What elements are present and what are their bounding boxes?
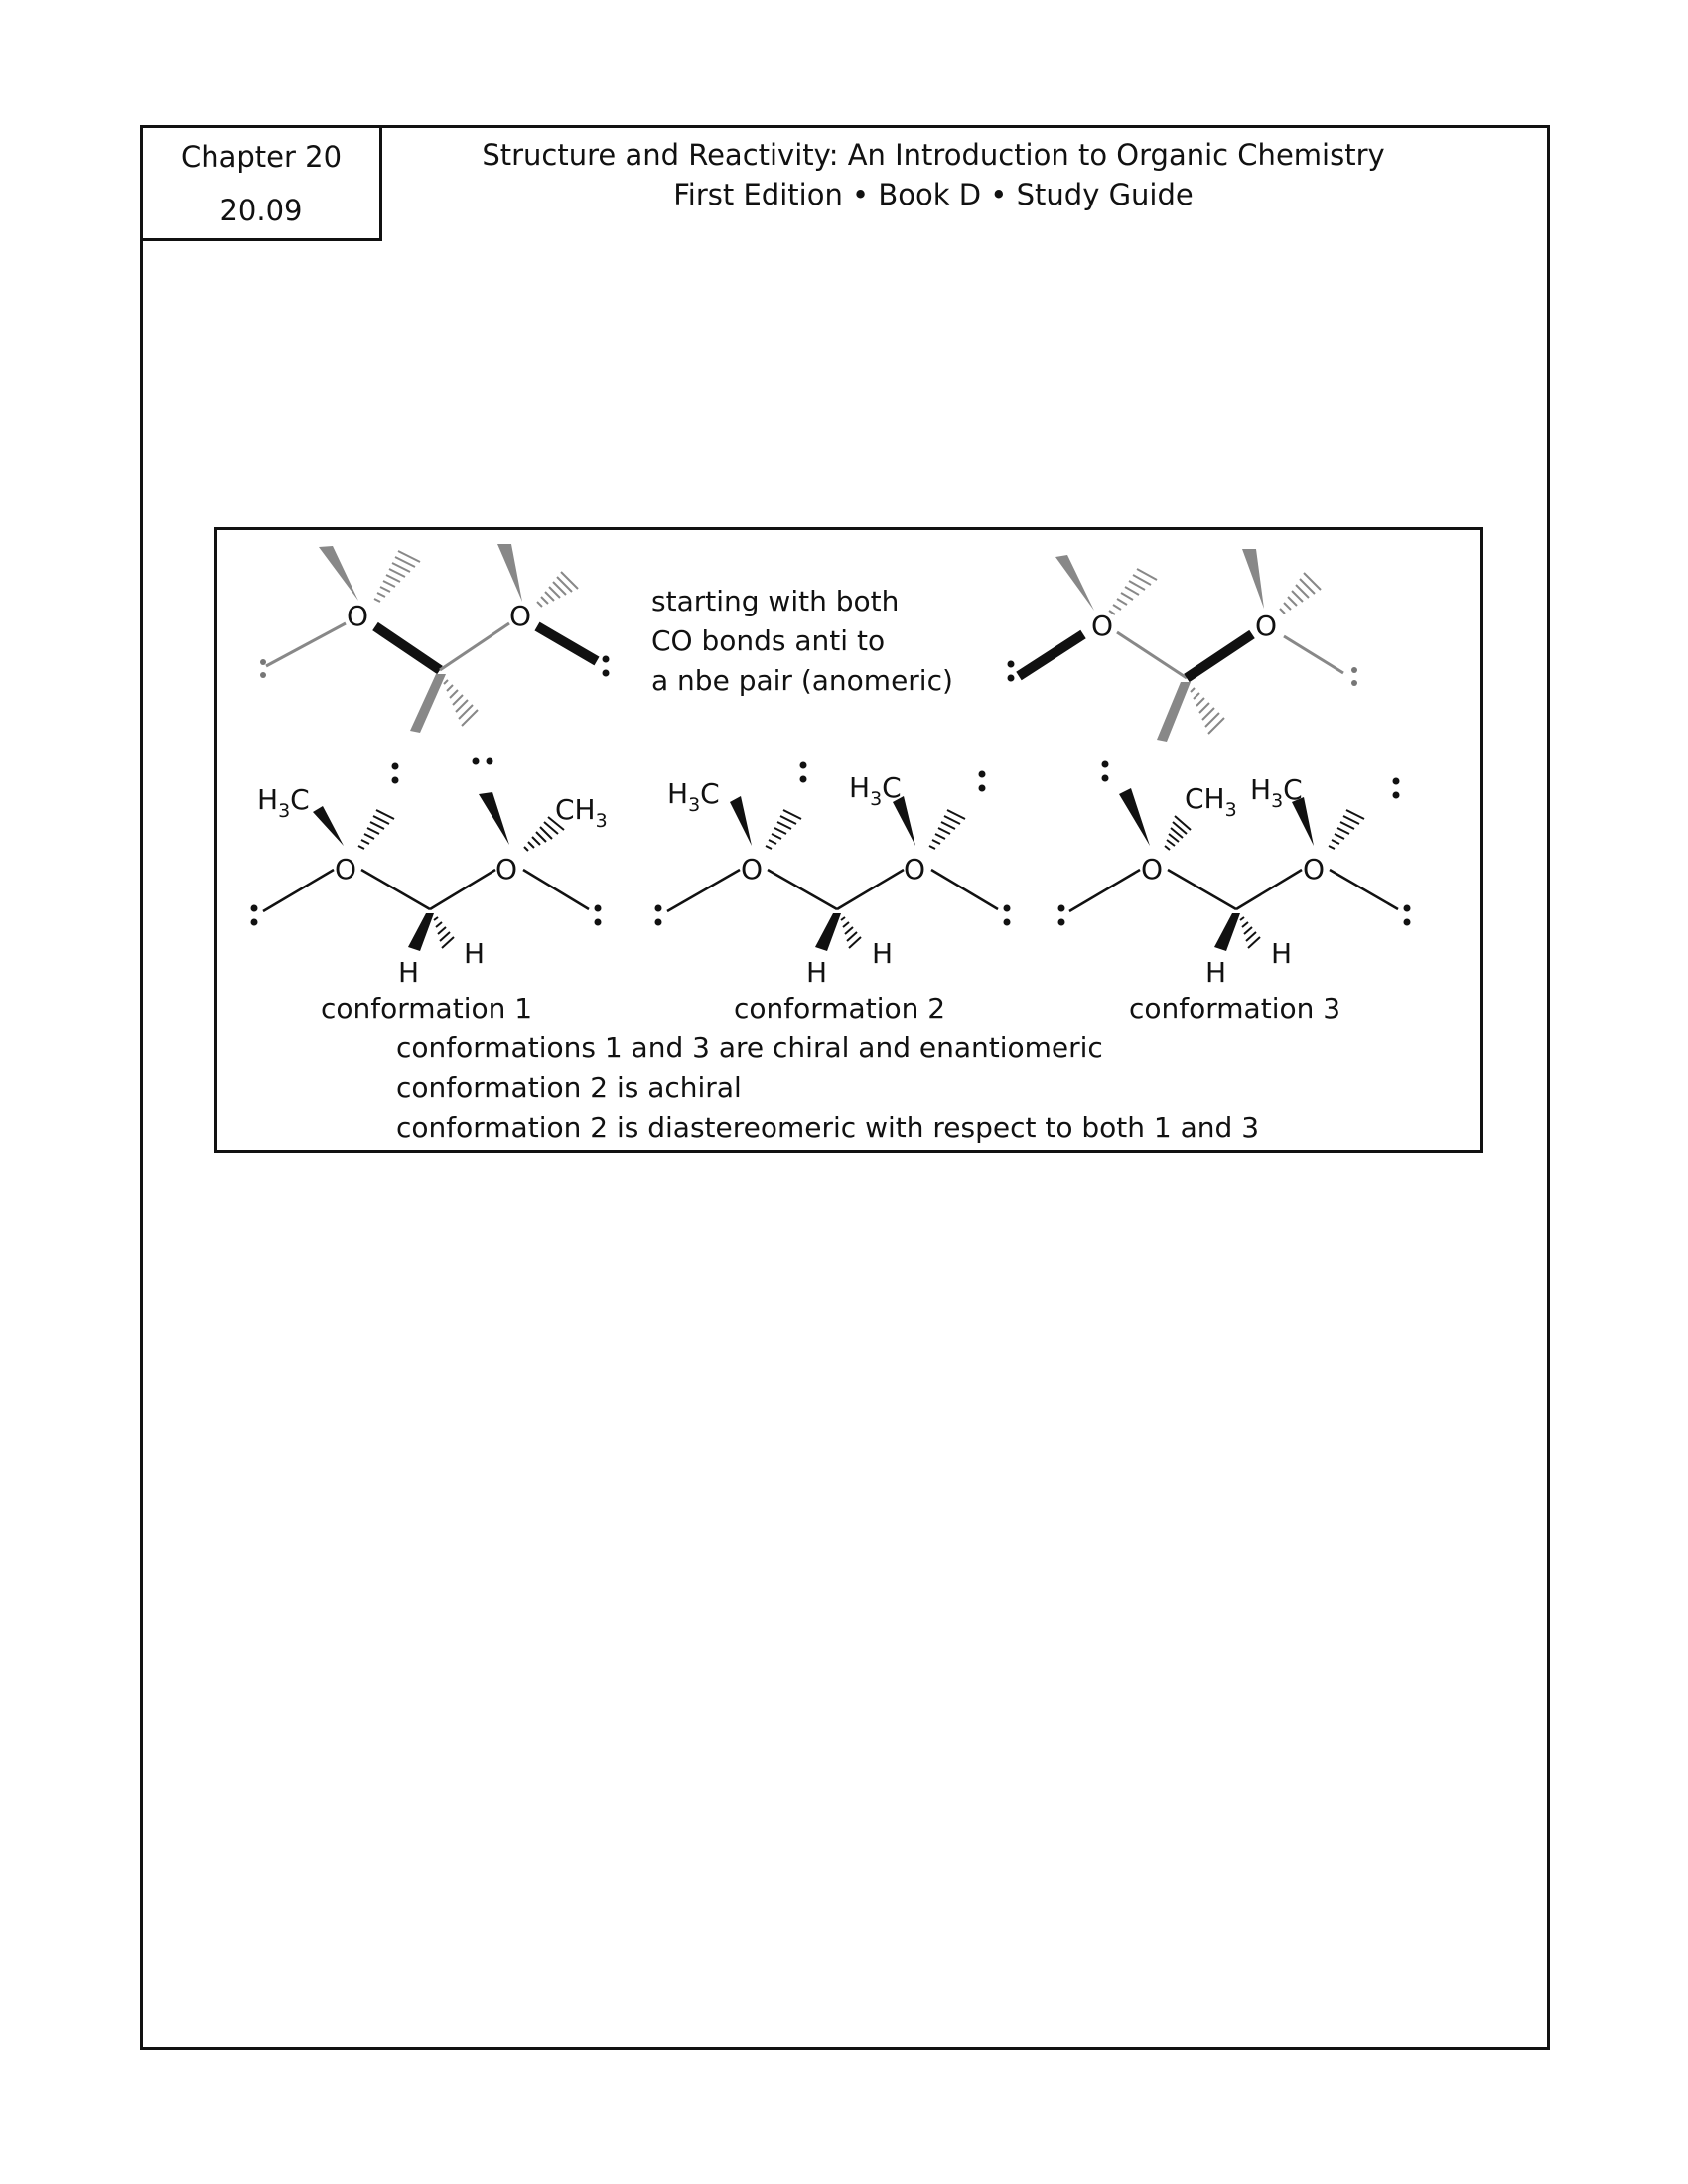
- svg-text:H: H: [1271, 937, 1293, 970]
- figure-box: [214, 527, 1483, 1153]
- chapter-box: [140, 125, 382, 241]
- svg-text:H: H: [806, 956, 828, 989]
- svg-text:O: O: [1303, 853, 1326, 886]
- svg-text:H3C: $H_3C$: [257, 783, 310, 822]
- svg-text:CH3: $CH_3$: [555, 793, 608, 832]
- oxygen-label: O: [509, 600, 532, 632]
- conclusions: conformations 1 and 3 are chiral and enantiomeric conformation 2 is achiral conformation 2 is diastereomeric with respect to both 1 and 3: [396, 1031, 1260, 1144]
- molecule-diagram: [217, 530, 1480, 1150]
- anomeric-note: starting with both CO bonds anti to a nbe pair (anomeric): [651, 585, 953, 697]
- oxygen-label: O: [1091, 610, 1114, 642]
- top-right-structure: [1008, 549, 1358, 742]
- book-title-line2: First Edition • Book D • Study Guide: [673, 178, 1194, 211]
- svg-text:H3C: $H_3C$: [667, 777, 720, 816]
- svg-text:H3C: $H_3C$: [1250, 773, 1303, 812]
- svg-text:CH3: $CH_3$: [1185, 782, 1237, 821]
- conformation-3: [1058, 761, 1411, 990]
- oxygen-label: O: [347, 600, 369, 632]
- svg-text:O: O: [741, 853, 764, 886]
- book-title: [437, 135, 1430, 214]
- svg-text:H3C: $H_3C$: [849, 771, 902, 810]
- svg-text:H: H: [464, 937, 486, 970]
- conformation-2-label: conformation 2: [734, 992, 946, 1024]
- oxygen-label: O: [1255, 610, 1278, 642]
- top-left-structure: [260, 544, 610, 733]
- conformation-1-label: conformation 1: [321, 992, 533, 1024]
- svg-text:O: O: [495, 853, 518, 886]
- svg-text:H: H: [398, 956, 420, 989]
- chapter-label: Chapter 20: [180, 140, 343, 174]
- svg-text:O: O: [1141, 853, 1164, 886]
- problem-number: 20.09: [219, 194, 303, 227]
- conformation-3-label: conformation 3: [1129, 992, 1341, 1024]
- svg-text:H: H: [872, 937, 894, 970]
- conformation-2: [655, 762, 1011, 990]
- svg-text:O: O: [904, 853, 926, 886]
- svg-text:H: H: [1205, 956, 1227, 989]
- conformation-1: [251, 758, 608, 990]
- book-title-line1: Structure and Reactivity: An Introduction to Organic Chemistry: [482, 138, 1385, 172]
- svg-text:O: O: [335, 853, 357, 886]
